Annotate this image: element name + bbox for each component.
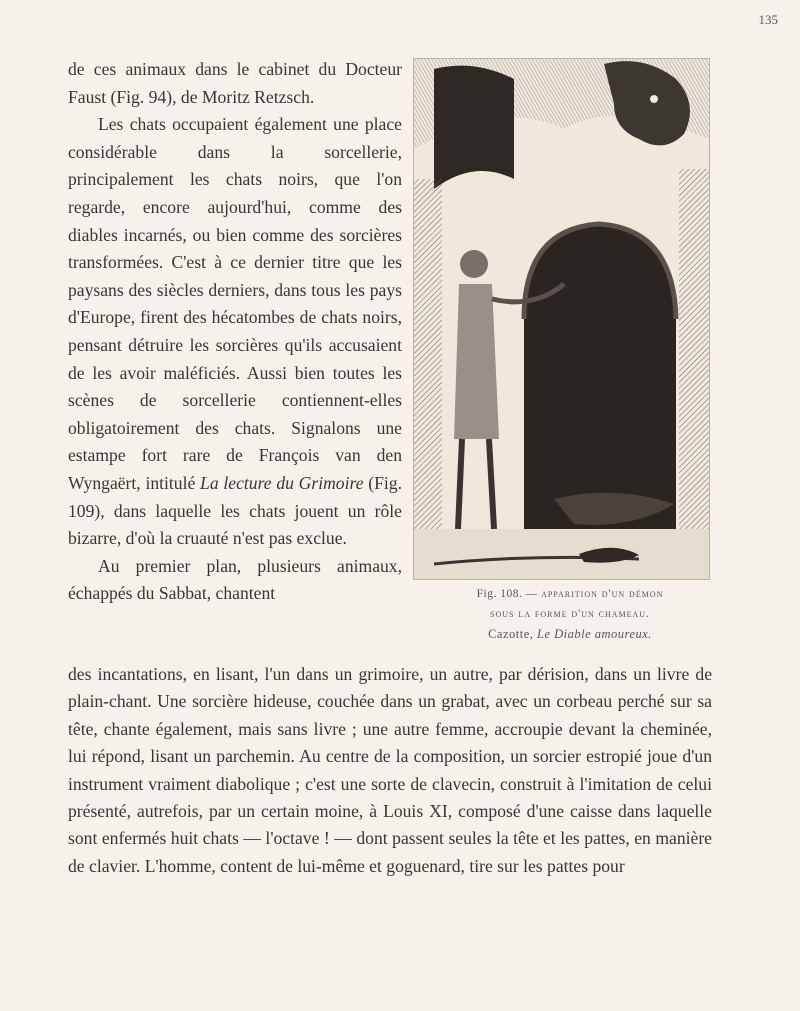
caption-line-1 bbox=[430, 584, 710, 604]
figure-caption bbox=[430, 584, 710, 644]
caption-title-1: apparition d'un démon bbox=[541, 588, 664, 600]
figure-engraving bbox=[413, 58, 710, 580]
caption-source bbox=[430, 624, 710, 644]
paragraph-4: des incantations, en lisant, l'un dans un grimoire, un autre, par dérision, dans un livre de plain-chant. Une sorcière hideuse, couchée dans un grabat, avec un corbeau perché sur sa tête, chante également, mais sans livre ; une autre femme, accroupie devant la cheminée, lui répond, lisant un parchemin. Au centre de la composition, un sorcier estropié joue d'un instrument vraiment diabolique ; c'est une sorte de clavecin, construit à l'imitation de celui présenté, autrefois, par un certain moine, à Louis XI, composé d'une caisse dans laquelle sont enfermés huit chats — l'octave ! — dont passent seules la tête et les pattes, en manière de clavier. L'homme, content de lui-même et goguenard, tire sur les pattes pour bbox=[68, 664, 712, 876]
caption-line-2: sous la forme d'un chameau. bbox=[490, 608, 650, 620]
paragraph-2-end: (Fig. 109), dans laquelle les chats jouent un rôle bizarre, d'où la cruauté n'est pas exclue. bbox=[68, 472, 402, 549]
column-text bbox=[68, 56, 402, 608]
paragraph-3: Au premier plan, plusieurs animaux, échappés du Sabbat, chantent bbox=[68, 555, 402, 604]
page-number: 135 bbox=[758, 12, 778, 27]
paragraph-2-start: Les chats occupaient également une place considérable dans la sorcellerie, principalement les chats noirs, que l'on regarde, encore aujourd'hui, comme des diables incarnés, ou bien comme des sorcières transformées. C'est à ce dernier titre que les paysans des siècles derniers, dans tous les pays d'Europe, firent des hécatombes de chats noirs, pensant détruire les sorcières qu'ils accusaient de les avoir maléficiés. Aussi bien toutes les scènes de sorcellerie contiennent-elles obligatoirement des chats. Signalons une estampe fort rare de François van den Wyngaërt, intitulé bbox=[68, 114, 402, 493]
full-width-text bbox=[68, 661, 712, 880]
caption-fig-number: Fig. 108. — bbox=[476, 588, 538, 600]
paragraph-1: de ces animaux dans le cabinet du Docteur Faust (Fig. 94), de Moritz Retzsch. bbox=[68, 59, 402, 107]
caption-author: Cazotte, bbox=[488, 627, 537, 641]
caption-work: Le Diable amoureux. bbox=[537, 627, 652, 641]
paragraph-2 bbox=[68, 111, 402, 553]
estampe-title: La lecture du Grimoire bbox=[200, 472, 364, 493]
engraving-illustration bbox=[414, 59, 709, 579]
